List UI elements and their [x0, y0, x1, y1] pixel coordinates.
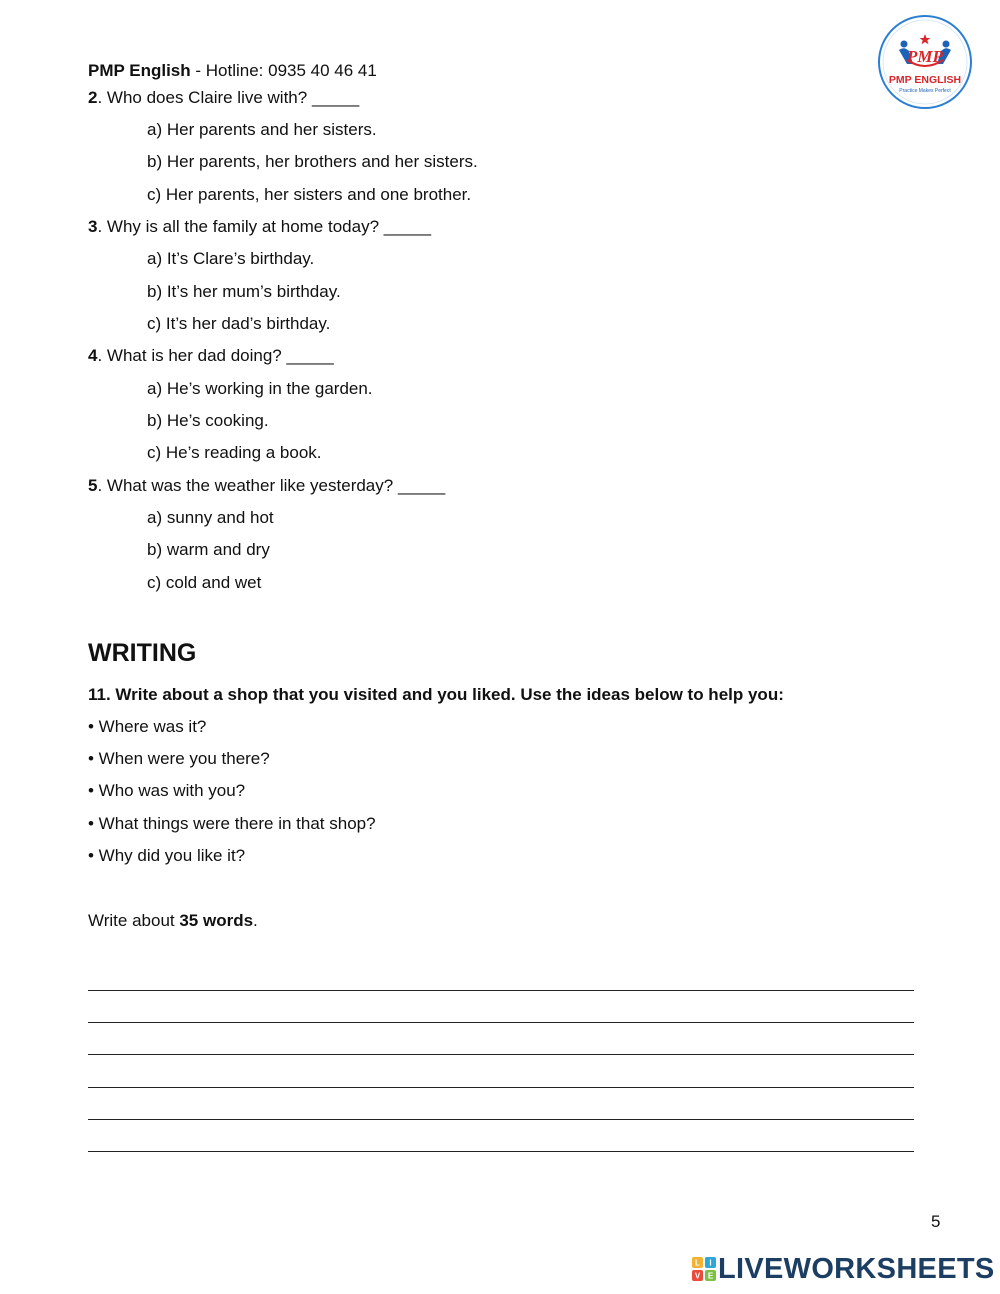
idea-item: • What things were there in that shop?	[88, 814, 376, 833]
question-number: 3	[88, 217, 98, 236]
liveworksheets-logo[interactable]	[692, 1254, 995, 1284]
answer-line[interactable]	[88, 1087, 914, 1088]
question-3	[88, 217, 431, 237]
hotline: - Hotline: 0935 40 46 41	[190, 61, 377, 80]
option: c) Her parents, her sisters and one brother.	[147, 185, 472, 204]
brand-name: PMP English	[88, 61, 191, 80]
svg-text:L: L	[695, 1258, 700, 1268]
option: a) Her parents and her sisters.	[147, 120, 377, 139]
answer-line[interactable]	[88, 1119, 914, 1120]
option: a) It’s Clare’s birthday.	[147, 249, 315, 268]
option: b) Her parents, her brothers and her sisters.	[147, 152, 478, 171]
question-text: . Why is all the family at home today? _____	[97, 217, 432, 236]
word-count-instruction	[88, 911, 258, 931]
answer-line[interactable]	[88, 1151, 914, 1152]
section-heading: WRITING	[88, 639, 197, 667]
liveworksheets-badge-icon	[692, 1257, 716, 1281]
logo-tagline: Practice Makes Perfect	[899, 88, 951, 94]
option: b) He’s cooking.	[147, 411, 269, 430]
option: b) It’s her mum’s birthday.	[147, 282, 341, 301]
answer-line[interactable]	[88, 1022, 914, 1023]
option: a) sunny and hot	[147, 508, 274, 527]
answer-line[interactable]	[88, 990, 914, 991]
question-4	[88, 346, 334, 366]
question-number: 2	[88, 88, 98, 107]
option: c) He’s reading a book.	[147, 443, 322, 462]
instruction-prefix: Write about	[88, 911, 180, 930]
option: c) It’s her dad’s birthday.	[147, 314, 331, 333]
option: b) warm and dry	[147, 540, 270, 559]
question-text: . What was the weather like yesterday? _____	[97, 476, 446, 495]
idea-item: • Where was it?	[88, 717, 207, 736]
idea-item: • Who was with you?	[88, 781, 246, 800]
instruction-suffix: .	[253, 911, 258, 930]
svg-text:E: E	[707, 1271, 714, 1281]
question-2	[88, 88, 359, 108]
page-number: 5	[931, 1212, 941, 1231]
answer-line[interactable]	[88, 1054, 914, 1055]
svg-text:I: I	[709, 1258, 712, 1268]
question-5	[88, 476, 445, 496]
header	[88, 61, 377, 81]
idea-item: • When were you there?	[88, 749, 270, 768]
instruction-word-count: 35 words	[179, 911, 254, 930]
pmp-english-logo	[877, 14, 973, 110]
writing-task: 11. Write about a shop that you visited and you liked. Use the ideas below to help you:	[88, 685, 784, 704]
logo-name: PMP ENGLISH	[888, 74, 962, 86]
option: a) He’s working in the garden.	[147, 379, 373, 398]
liveworksheets-wordmark: LIVEWORKSHEETS	[718, 1253, 995, 1285]
idea-item: • Why did you like it?	[88, 846, 246, 865]
question-number: 5	[88, 476, 98, 495]
logo-initials: PMP	[907, 47, 943, 66]
question-number: 4	[88, 346, 98, 365]
svg-text:V: V	[694, 1271, 701, 1281]
question-text: . What is her dad doing? _____	[97, 346, 334, 365]
option: c) cold and wet	[147, 573, 262, 592]
question-text: . Who does Claire live with? _____	[97, 88, 360, 107]
